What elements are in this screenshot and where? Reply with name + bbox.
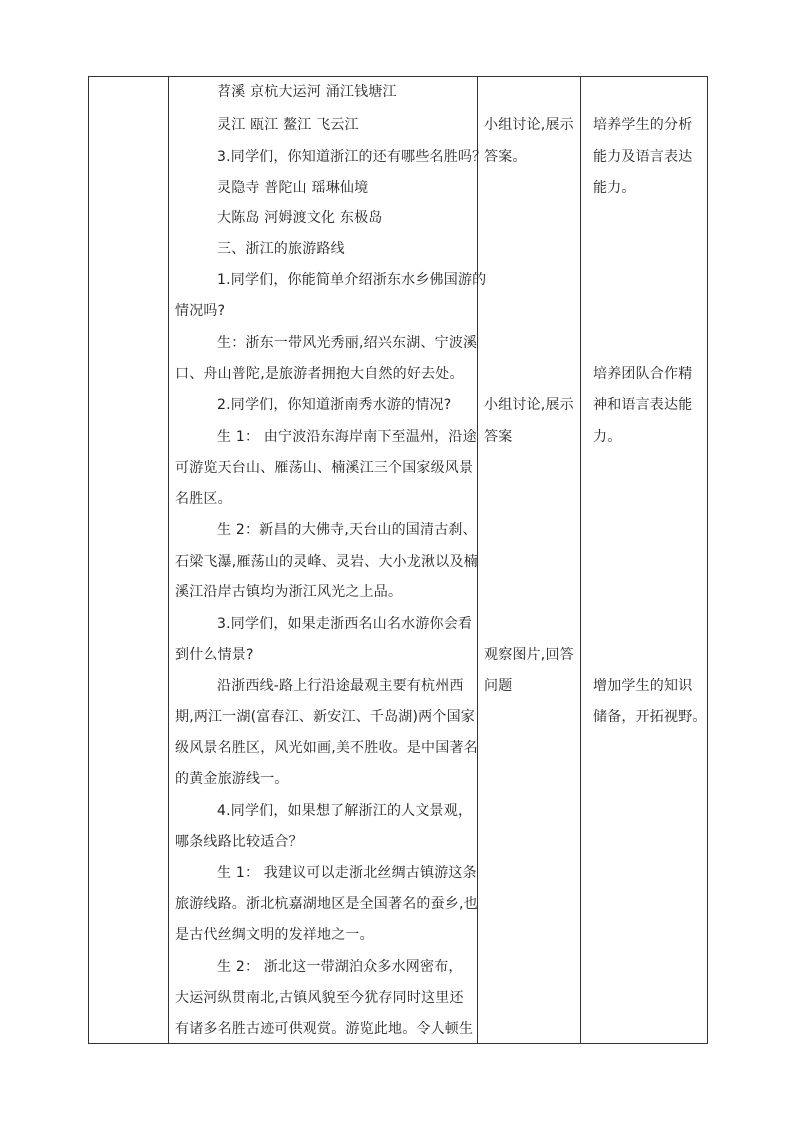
content-line: 期,两江一湖(富春江、新安江、千岛湖)两个国家 [175,709,475,725]
content-line: 级风景名胜区，风光如画,美不胜收。是中国著名 [175,740,478,756]
content-line: 生 1： 我建议可以走浙北丝绸古镇游这条 [217,865,477,881]
content-line: 灵江 瓯江 鳌江 飞云江 [217,117,359,133]
content-line: 哪条线路比较适合？ [175,834,303,850]
content-line: 4.同学们，如果想了解浙江的人文景观， [217,803,473,819]
content-line: 3.同学们，如果走浙西名山名水游你会看 [217,616,473,632]
content-line: 生：浙东一带风光秀丽,绍兴东湖、宁波溪 [217,335,478,351]
blank-first-column [89,77,169,1044]
content-line: 溪江沿岸古镇均为浙江风光之上品。 [175,584,403,600]
content-line: 1.同学们，你能简单介绍浙东水乡佛国游的 [217,272,487,288]
activity-line: 小组讨论,展示 [484,117,574,133]
content-line: 大陈岛 河姆渡文化 东极岛 [217,210,383,226]
content-line: 苕溪 京杭大运河 涌江钱塘江 [217,84,397,100]
intent-line: 能力。 [593,180,636,196]
content-line: 的黄金旅游线一。 [175,771,289,787]
content-line: 是古代丝绸文明的发祥地之一。 [175,927,374,943]
activity-line: 问题 [484,678,513,694]
content-line: 可游览天台山、雁荡山、楠溪江三个国家级风景 [175,460,474,476]
content-line: 灵隐寺 普陀山 瑶琳仙境 [217,180,369,196]
activity-line: 答案 [484,429,513,445]
content-line: 旅游线路。浙北杭嘉湖地区是全国著名的蚕乡,也 [175,896,478,912]
content-line: 到什么情景? [175,647,254,663]
teaching-content-cell [169,77,487,1044]
content-line: 3.同学们，你知道浙江的还有哪些名胜吗？ [217,149,487,165]
intent-line: 储备，开拓视野。 [593,709,707,725]
intent-line: 力。 [593,429,622,445]
lesson-plan-table [88,76,708,1044]
content-line: 大运河纵贯南北,古镇风貌至今犹存同时这里还 [175,990,464,1006]
content-line: 口、舟山普陀,是旅游者拥抱大自然的好去处。 [175,366,464,382]
content-line: 石梁飞瀑,雁荡山的灵峰、灵岩、大小龙湫以及楠 [175,554,478,570]
content-line: 2.同学们，你知道浙南秀水游的情况? [217,397,452,413]
content-line: 名胜区。 [175,491,232,507]
activity-line: 小组讨论,展示 [484,397,574,413]
student-activity-cell [478,77,581,1044]
content-line: 生 2：新昌的大佛寺,天台山的国清古刹、 [217,522,477,538]
content-line: 沿浙西线-路上行沿途最观主要有杭州西 [217,678,464,694]
intent-line: 增加学生的知识 [593,678,693,694]
intent-line: 培养学生的分析 [593,117,693,133]
activity-line: 观察图片,回答 [484,647,574,663]
activity-line: 答案。 [484,149,527,165]
content-line: 生 1： 由宁波沿东海岸南下至温州，沿途 [217,429,477,445]
intent-line: 神和语言表达能 [593,397,693,413]
intent-line: 培养团队合作精 [593,366,693,382]
intent-line: 能力及语言表达 [593,149,693,165]
design-intent-cell [581,77,708,1044]
section-heading: 三、浙江的旅游路线 [217,241,345,257]
content-line: 生 2： 浙北这一带湖泊众多水网密布， [217,959,463,975]
content-line: 有诸多名胜古迹可供观赏。游览此地。令人顿生 [175,1021,474,1037]
content-line: 情况吗? [175,303,226,319]
